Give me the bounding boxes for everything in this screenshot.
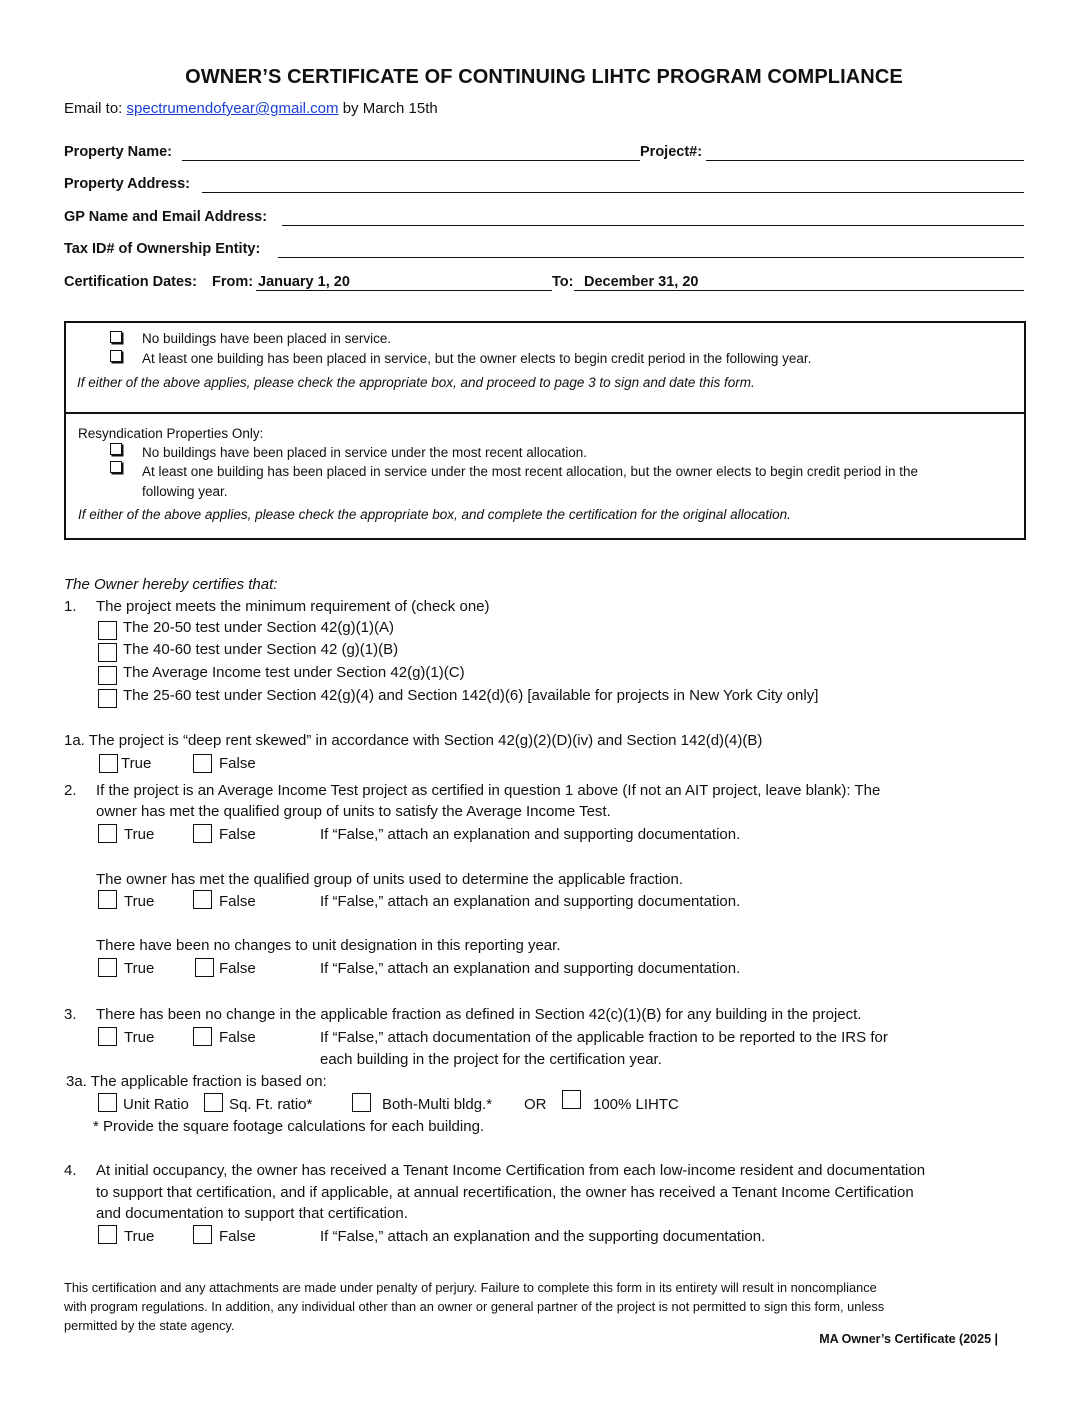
q2-true-checkbox[interactable] [98, 824, 117, 843]
q2-sub2-true-checkbox[interactable] [98, 958, 117, 977]
q2-text-line2: owner has met the qualified group of units to satisfy the Average Income Test. [96, 803, 611, 820]
q3-false-note-line1: If “False,” attach documentation of the applicable fraction to be reported to the IRS for [320, 1029, 888, 1046]
email-instruction [64, 100, 438, 117]
q3a-or-label: OR [524, 1096, 547, 1113]
q2-sub1-text: The owner has met the qualified group of units used to determine the applicable fraction. [96, 871, 684, 888]
q1-option-40-60-label: The 40-60 test under Section 42 (g)(1)(B) [123, 641, 399, 658]
q2-number: 2. [64, 782, 77, 799]
q2-sub1-false-note: If “False,” attach an explanation and supporting documentation. [320, 893, 741, 910]
q2-sub2-false-note: If “False,” attach an explanation and supporting documentation. [320, 960, 741, 977]
q3-text: There has been no change in the applicable fraction as defined in Section 42(c)(1)(B) for any building in the project. [96, 1006, 862, 1023]
q1-number: 1. [64, 598, 77, 615]
gp-name-email-field[interactable] [282, 225, 1024, 226]
penalty-line2: with program regulations. In addition, any individual other than an owner or general partner of the project is not permitted to sign this form, unless [64, 1299, 885, 1314]
box1-instruction: If either of the above applies, please check the appropriate box, and proceed to page 3 to sign and date this form. [77, 375, 755, 390]
q4-text-line2: to support that certification, and if applicable, at annual recertification, the owner has received a Tenant Income Certification [96, 1184, 914, 1201]
q2-sub2-true-label: True [124, 960, 155, 977]
certification-dates-label: Certification Dates: [64, 274, 197, 290]
q2-false-label: False [219, 826, 256, 843]
q3-true-label: True [124, 1029, 155, 1046]
q1a-text: 1a. The project is “deep rent skewed” in accordance with Section 42(g)(2)(D)(iv) and Section 142(d)(4)(B) [64, 732, 763, 749]
q1a-true-label: True [121, 755, 152, 772]
q3a-100-lihtc-checkbox[interactable] [562, 1090, 581, 1109]
from-date-field[interactable] [256, 290, 552, 291]
q2-sub1-false-label: False [219, 893, 256, 910]
q1-option-40-60-checkbox[interactable] [98, 643, 117, 662]
q4-false-checkbox[interactable] [193, 1225, 212, 1244]
q3a-100-lihtc-label: 100% LIHTC [593, 1096, 679, 1113]
q2-sub2-false-label: False [219, 960, 256, 977]
q4-false-label: False [219, 1228, 256, 1245]
q1-option-average-income-checkbox[interactable] [98, 666, 117, 685]
property-address-field[interactable] [202, 192, 1024, 193]
email-prefix: Email to: [64, 100, 123, 117]
to-date-value: December 31, 20 [584, 274, 699, 290]
gp-name-email-label: GP Name and Email Address: [64, 209, 268, 225]
q4-text-line1: At initial occupancy, the owner has received a Tenant Income Certification from each low-income resident and documentation [96, 1162, 926, 1179]
q1-text: The project meets the minimum requirement of (check one) [96, 598, 490, 615]
q4-true-checkbox[interactable] [98, 1225, 117, 1244]
email-link[interactable]: spectrumendofyear@gmail.com [126, 100, 339, 117]
q2-sub1-true-label: True [124, 893, 155, 910]
project-number-field[interactable] [706, 160, 1024, 161]
penalty-line1: This certification and any attachments are made under penalty of perjury. Failure to complete this form in its entirety will result in noncompliance [64, 1280, 877, 1295]
tax-id-field[interactable] [278, 257, 1024, 258]
q4-true-label: True [124, 1228, 155, 1245]
q3a-footnote: * Provide the square footage calculations for each building. [93, 1118, 485, 1135]
resyn-no-buildings-label: No buildings have been placed in service under the most recent allocation. [142, 445, 588, 460]
no-buildings-label: No buildings have been placed in service. [142, 331, 392, 346]
to-label: To: [552, 274, 574, 290]
q3a-both-multi-label: Both-Multi bldg.* [382, 1096, 493, 1113]
q2-sub2-text: There have been no changes to unit designation in this reporting year. [96, 937, 561, 954]
q3a-text: 3a. The applicable fraction is based on: [66, 1073, 327, 1090]
property-name-label: Property Name: [64, 144, 172, 160]
q1a-true-checkbox[interactable] [99, 754, 118, 773]
email-suffix: by March 15th [342, 100, 438, 117]
q1-option-20-50-label: The 20-50 test under Section 42(g)(1)(A) [123, 619, 394, 636]
q3a-sqft-ratio-checkbox[interactable] [204, 1093, 223, 1112]
penalty-line3: permitted by the state agency. [64, 1318, 235, 1333]
resyn-no-buildings-checkbox[interactable] [110, 443, 122, 455]
one-building-label: At least one building has been placed in service, but the owner elects to begin credit period in the following year. [142, 351, 812, 366]
resyn-one-building-label-2: following year. [142, 484, 228, 499]
property-address-label: Property Address: [64, 176, 190, 192]
project-number-label: Project#: [640, 144, 703, 160]
from-label: From: [212, 274, 254, 290]
q2-false-note: If “False,” attach an explanation and supporting documentation. [320, 826, 741, 843]
tax-id-label: Tax ID# of Ownership Entity: [64, 241, 261, 257]
certifies-heading: The Owner hereby certifies that: [64, 576, 278, 593]
from-date-value: January 1, 20 [258, 274, 350, 290]
q2-sub1-false-checkbox[interactable] [193, 890, 212, 909]
q1a-false-checkbox[interactable] [193, 754, 212, 773]
to-date-field[interactable] [574, 290, 1024, 291]
q3a-sqft-ratio-label: Sq. Ft. ratio* [229, 1096, 313, 1113]
resyn-one-building-label-1: At least one building has been placed in service under the most recent allocation, but the owner elects to begin credit period in the [142, 464, 918, 479]
q3-false-checkbox[interactable] [193, 1027, 212, 1046]
q4-false-note: If “False,” attach an explanation and the supporting documentation. [320, 1228, 766, 1245]
q3-false-label: False [219, 1029, 256, 1046]
q2-text-line1: If the project is an Average Income Test project as certified in question 1 above (If not an AIT project, leave blank): The [96, 782, 881, 799]
q2-false-checkbox[interactable] [193, 824, 212, 843]
resyndication-heading: Resyndication Properties Only: [78, 426, 264, 441]
one-building-checkbox[interactable] [110, 350, 122, 362]
page-footer: MA Owner’s Certificate (2025 | [819, 1332, 998, 1346]
resyn-one-building-checkbox[interactable] [110, 461, 122, 473]
q3a-both-multi-checkbox[interactable] [352, 1093, 371, 1112]
q3-false-note-line2: each building in the project for the certification year. [320, 1051, 662, 1068]
q4-number: 4. [64, 1162, 77, 1179]
property-name-field[interactable] [182, 160, 640, 161]
box2-instruction: If either of the above applies, please check the appropriate box, and complete the certification for the original allocation. [78, 507, 791, 522]
q1-option-25-60-label: The 25-60 test under Section 42(g)(4) and Section 142(d)(6) [available for projects in New York City only] [123, 687, 819, 704]
q1-option-average-income-label: The Average Income test under Section 42(g)(1)(C) [123, 664, 465, 681]
q1-option-20-50-checkbox[interactable] [98, 621, 117, 640]
q2-sub2-false-checkbox[interactable] [195, 958, 214, 977]
no-buildings-checkbox[interactable] [110, 331, 122, 343]
q4-text-line3: and documentation to support that certification. [96, 1205, 408, 1222]
q3a-unit-ratio-label: Unit Ratio [123, 1096, 189, 1113]
q3-true-checkbox[interactable] [98, 1027, 117, 1046]
q3-number: 3. [64, 1006, 77, 1023]
q2-true-label: True [124, 826, 155, 843]
q1a-false-label: False [219, 755, 256, 772]
q3a-unit-ratio-checkbox[interactable] [98, 1093, 117, 1112]
page-title: OWNER’S CERTIFICATE OF CONTINUING LIHTC PROGRAM COMPLIANCE [185, 66, 903, 88]
q1-option-25-60-checkbox[interactable] [98, 689, 117, 708]
q2-sub1-true-checkbox[interactable] [98, 890, 117, 909]
